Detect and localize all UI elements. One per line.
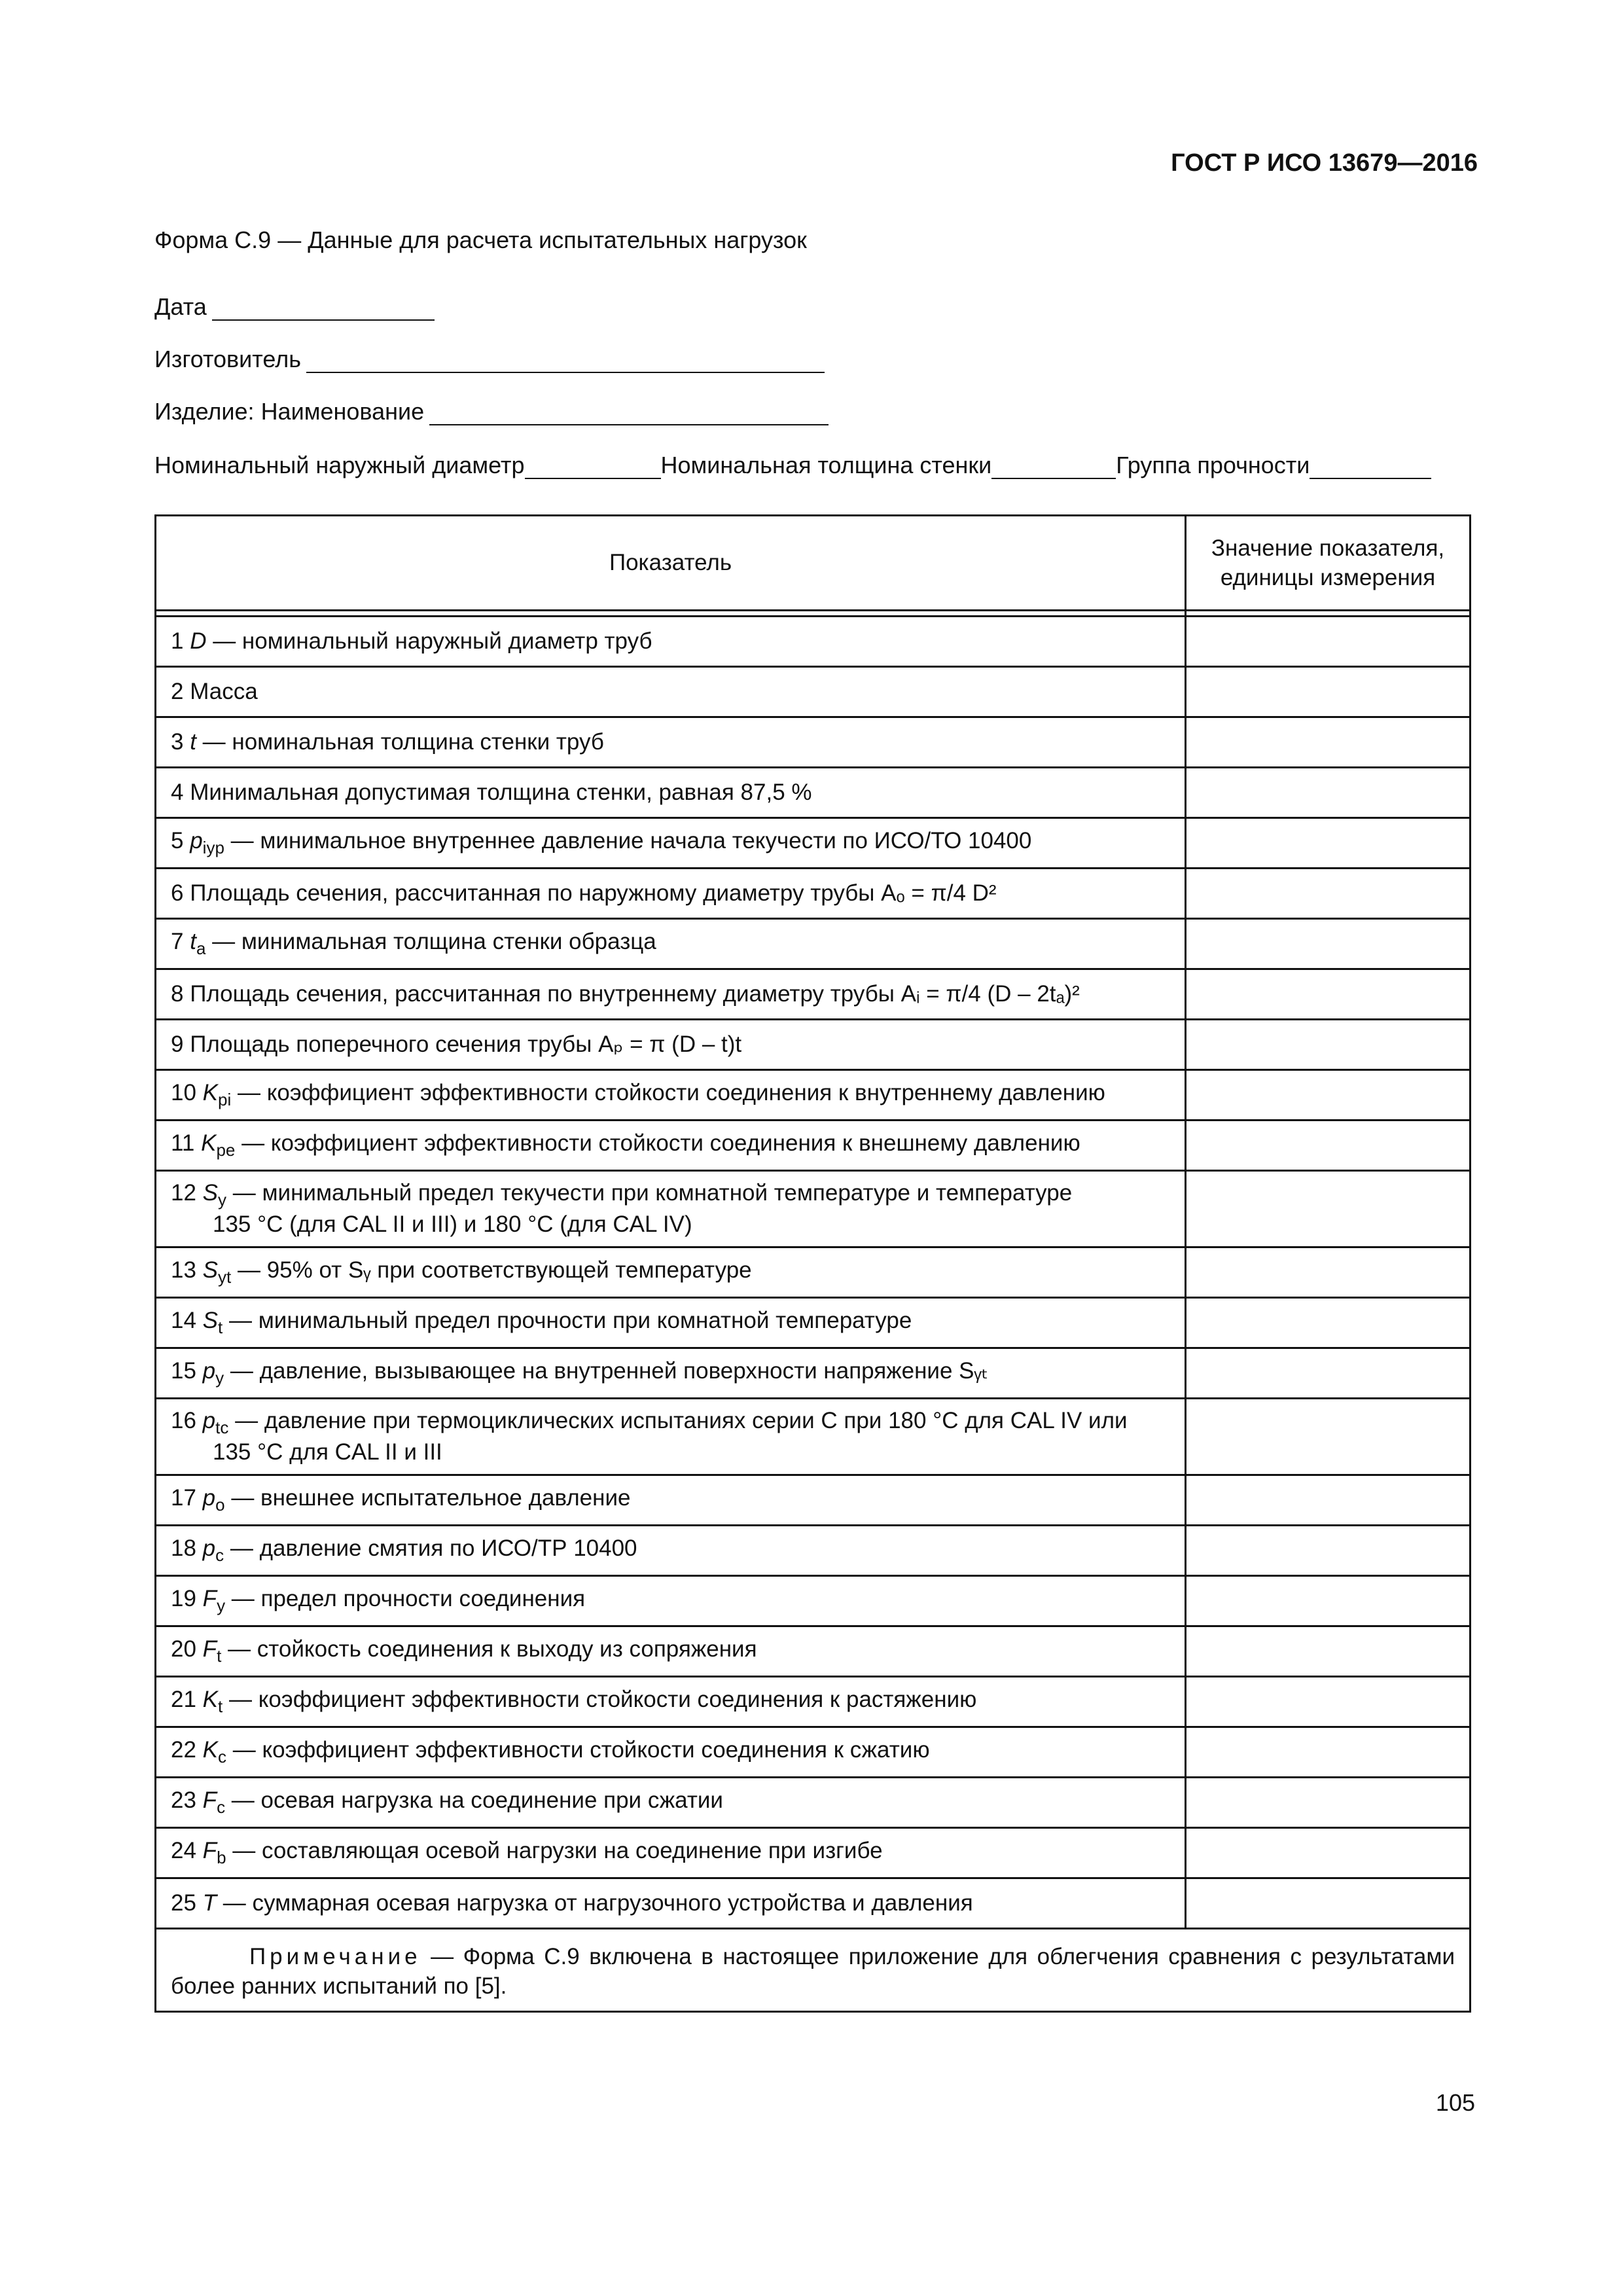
wall-thickness-label: Номинальная толщина стенки (660, 452, 992, 478)
row-number: 12 (171, 1179, 196, 1206)
date-field (154, 293, 435, 321)
indicator-cell (156, 1727, 1186, 1778)
indicator-text: — давление при термоциклических испытаниях серии С при 180 °C для CAL IV или (228, 1407, 1128, 1433)
value-cell[interactable] (1186, 1677, 1471, 1727)
indicator-cell (156, 667, 1186, 717)
symbol-subscript: t (218, 1318, 223, 1338)
symbol: K (202, 1080, 219, 1106)
table-row (156, 1247, 1471, 1298)
row-number: 10 (171, 1080, 196, 1106)
indicator-text: — давление смятия по ИСО/ТР 10400 (224, 1535, 637, 1562)
note-label: Примечание (249, 1943, 421, 1969)
strength-group-blank[interactable] (1310, 456, 1431, 479)
date-blank[interactable] (212, 297, 435, 321)
symbol: p (202, 1358, 216, 1384)
value-cell[interactable] (1186, 667, 1471, 717)
indicator-text: Площадь поперечного сечения трубы Aₚ = π (D – t)t (190, 1031, 742, 1057)
table-row (156, 717, 1471, 768)
indicator-cell (156, 969, 1186, 1020)
indicator-cell (156, 1399, 1186, 1475)
document-code: ГОСТ Р ИСО 13679—2016 (1171, 149, 1478, 177)
value-cell[interactable] (1186, 969, 1471, 1020)
indicator-cell (156, 1878, 1186, 1929)
row-number: 13 (171, 1257, 196, 1283)
table-row (156, 1070, 1471, 1121)
indicator-cell (156, 1526, 1186, 1576)
symbol-subscript: y (215, 1368, 224, 1388)
outer-diameter-label: Номинальный наружный диаметр (154, 452, 525, 478)
indicator-cell (156, 869, 1186, 919)
note-row (156, 1929, 1471, 2012)
table-row (156, 1677, 1471, 1727)
table-row (156, 869, 1471, 919)
table-row (156, 1828, 1471, 1878)
value-cell[interactable] (1186, 919, 1471, 969)
symbol-subscript: iyp (202, 838, 224, 858)
row-number: 25 (171, 1890, 196, 1916)
note-text: — Форма С.9 включена в настоящее приложение для облегчения сравнения с результатами более ранних испытаний по [5]. (171, 1943, 1455, 1999)
date-label: Дата (154, 293, 207, 320)
symbol: F (202, 1636, 217, 1662)
form-title: Форма С.9 — Данные для расчета испытательных нагрузок (154, 226, 807, 253)
indicator-cell (156, 1070, 1186, 1121)
table-row (156, 1526, 1471, 1576)
symbol-subscript: o (215, 1495, 225, 1515)
value-cell[interactable] (1186, 1626, 1471, 1677)
value-cell[interactable] (1186, 1070, 1471, 1121)
row-number: 21 (171, 1687, 196, 1713)
value-cell[interactable] (1186, 1828, 1471, 1878)
value-cell[interactable] (1186, 1778, 1471, 1828)
value-header: Значение показателя, единицы измерения (1186, 516, 1471, 611)
value-cell[interactable] (1186, 1576, 1471, 1626)
row-number: 18 (171, 1535, 196, 1562)
symbol: t (190, 728, 196, 755)
page-number: 105 (1435, 2089, 1475, 2116)
table-row (156, 1778, 1471, 1828)
indicator-text: — минимальный предел текучести при комнатной температуре и температуре (226, 1179, 1073, 1206)
indicator-text: — минимальное внутреннее давление начала текучести по ИСО/ТО 10400 (224, 828, 1032, 854)
value-cell[interactable] (1186, 1526, 1471, 1576)
row-number: 1 (171, 628, 184, 654)
value-cell[interactable] (1186, 869, 1471, 919)
indicator-cell (156, 1475, 1186, 1526)
indicator-text: Площадь сечения, рассчитанная по внутреннему диаметру трубы Aᵢ = π/4 (D – 2tₐ)² (190, 980, 1080, 1007)
symbol: p (202, 1407, 216, 1433)
strength-group-label: Группа прочности (1116, 452, 1310, 478)
symbol: p (202, 1535, 216, 1562)
symbol: F (202, 1838, 217, 1864)
table-row (156, 1298, 1471, 1348)
indicator-cell (156, 1348, 1186, 1399)
header-separator (156, 611, 1471, 617)
symbol: D (190, 628, 207, 654)
row-number: 4 (171, 779, 184, 805)
value-cell[interactable] (1186, 617, 1471, 667)
table-row (156, 818, 1471, 869)
value-cell[interactable] (1186, 1727, 1471, 1778)
test-load-data-table (154, 514, 1471, 2013)
value-cell[interactable] (1186, 1020, 1471, 1070)
row-number: 2 (171, 678, 184, 704)
indicator-text: — 95% от Sᵧ при соответствующей температуре (231, 1257, 752, 1283)
row-number: 24 (171, 1838, 196, 1864)
indicator-text: — давление, вызывающее на внутренней поверхности напряжение Sᵧₜ (224, 1358, 989, 1384)
indicator-cell (156, 1828, 1186, 1878)
indicator-cell (156, 1121, 1186, 1171)
indicator-cell (156, 1677, 1186, 1727)
symbol-subscript: c (218, 1747, 227, 1767)
row-number: 6 (171, 880, 184, 906)
symbol-subscript: c (215, 1545, 224, 1566)
dimensions-field (154, 452, 1470, 479)
indicator-cell (156, 1020, 1186, 1070)
row-number: 17 (171, 1485, 196, 1511)
row-number: 23 (171, 1787, 196, 1814)
indicator-text: — суммарная осевая нагрузка от нагрузочного устройства и давления (217, 1890, 973, 1916)
table-row (156, 1475, 1471, 1526)
value-cell[interactable] (1186, 818, 1471, 869)
table-row (156, 617, 1471, 667)
symbol: p (190, 828, 203, 854)
table-row (156, 667, 1471, 717)
indicator-text: — коэффициент эффективности стойкости соединения к сжатию (226, 1737, 930, 1763)
indicator-text: — составляющая осевой нагрузки на соединение при изгибе (226, 1838, 883, 1864)
symbol-subscript: t (218, 1696, 223, 1717)
symbol-subscript: c (217, 1797, 226, 1818)
symbol-subscript: y (217, 1596, 226, 1616)
table-row (156, 1348, 1471, 1399)
row-number: 14 (171, 1308, 196, 1334)
indicator-text: — предел прочности соединения (225, 1586, 586, 1612)
row-number: 20 (171, 1636, 196, 1662)
indicator-text: — номинальный наружный диаметр труб (206, 628, 652, 654)
indicator-cell (156, 1247, 1186, 1298)
indicator-text: — минимальный предел прочности при комнатной температуре (223, 1308, 912, 1334)
symbol-subscript: pi (218, 1090, 232, 1110)
symbol: F (202, 1787, 217, 1814)
symbol-subscript: tc (215, 1417, 229, 1437)
indicator-text: — минимальная толщина стенки образца (205, 929, 656, 955)
row-number: 11 (171, 1130, 195, 1157)
product-field (154, 398, 829, 425)
indicator-cell (156, 1626, 1186, 1677)
note-cell (156, 1929, 1471, 2012)
indicator-text: — осевая нагрузка на соединение при сжатии (225, 1787, 723, 1814)
symbol: S (202, 1179, 219, 1206)
indicator-cell (156, 1576, 1186, 1626)
symbol: S (202, 1308, 219, 1334)
indicator-cell (156, 919, 1186, 969)
indicator-text: Минимальная допустимая толщина стенки, равная 87,5 % (190, 779, 812, 805)
value-cell[interactable] (1186, 1298, 1471, 1348)
symbol: K (202, 1737, 219, 1763)
table-row (156, 919, 1471, 969)
value-cell[interactable] (1186, 1475, 1471, 1526)
table-row (156, 1626, 1471, 1677)
row-number: 15 (171, 1358, 196, 1384)
value-cell[interactable] (1186, 1878, 1471, 1929)
table-row (156, 1878, 1471, 1929)
symbol: T (202, 1890, 217, 1916)
row-number: 16 (171, 1407, 196, 1433)
symbol-subscript: b (217, 1848, 226, 1868)
indicator-cell (156, 717, 1186, 768)
manufacturer-field (154, 346, 825, 373)
symbol-subscript: pe (216, 1140, 236, 1160)
value-cell[interactable] (1186, 1348, 1471, 1399)
indicator-cell (156, 617, 1186, 667)
indicator-text: — коэффициент эффективности стойкости соединения к растяжению (223, 1687, 977, 1713)
manufacturer-blank[interactable] (306, 350, 825, 373)
indicator-text: — коэффициент эффективности стойкости соединения к внутреннему давлению (231, 1080, 1105, 1106)
symbol-subscript: a (196, 939, 206, 959)
symbol-subscript: y (218, 1189, 227, 1210)
table-row (156, 1576, 1471, 1626)
symbol: K (201, 1130, 217, 1157)
value-cell[interactable] (1186, 717, 1471, 768)
manufacturer-label: Изготовитель (154, 346, 301, 372)
table-row (156, 1399, 1471, 1475)
row-number: 22 (171, 1737, 196, 1763)
indicator-text: — номинальная толщина стенки труб (196, 728, 604, 755)
table-row (156, 1121, 1471, 1171)
indicator-text: Масса (190, 678, 258, 704)
row-number: 3 (171, 728, 184, 755)
row-number: 8 (171, 980, 184, 1007)
outer-diameter-blank[interactable] (525, 456, 661, 479)
row-number: 9 (171, 1031, 184, 1057)
indicator-cell (156, 1778, 1186, 1828)
indicator-cell (156, 1171, 1186, 1247)
table-row (156, 768, 1471, 818)
table-row (156, 1020, 1471, 1070)
table-row (156, 1727, 1471, 1778)
symbol: F (202, 1586, 217, 1612)
symbol-subscript: t (217, 1646, 222, 1666)
indicator-text-continued: 135 °C для CAL II и III (213, 1439, 442, 1465)
indicator-header: Показатель (156, 516, 1186, 611)
value-cell[interactable] (1186, 768, 1471, 818)
symbol: t (190, 929, 196, 955)
row-number: 7 (171, 929, 184, 955)
indicator-text: — стойкость соединения к выходу из сопряжения (221, 1636, 757, 1662)
symbol-subscript: yt (218, 1267, 232, 1287)
product-label: Изделие: Наименование (154, 398, 425, 425)
symbol: K (202, 1687, 219, 1713)
indicator-text: — коэффициент эффективности стойкости соединения к внешнему давлению (235, 1130, 1080, 1157)
product-blank[interactable] (429, 402, 829, 425)
value-cell[interactable] (1186, 1171, 1471, 1247)
table-row (156, 1171, 1471, 1247)
table-row (156, 969, 1471, 1020)
row-number: 5 (171, 828, 184, 854)
indicator-text-continued: 135 °C (для CAL II и III) и 180 °C (для CAL IV) (213, 1211, 692, 1237)
wall-thickness-blank[interactable] (991, 456, 1116, 479)
indicator-cell (156, 1298, 1186, 1348)
indicator-text: — внешнее испытательное давление (224, 1485, 631, 1511)
indicator-text: Площадь сечения, рассчитанная по наружному диаметру трубы Aₒ = π/4 D² (190, 880, 997, 906)
value-cell[interactable] (1186, 1121, 1471, 1171)
indicator-cell (156, 818, 1186, 869)
value-cell[interactable] (1186, 1247, 1471, 1298)
indicator-cell (156, 768, 1186, 818)
value-cell[interactable] (1186, 1399, 1471, 1475)
symbol: S (202, 1257, 219, 1283)
symbol: p (202, 1485, 216, 1511)
row-number: 19 (171, 1586, 196, 1612)
